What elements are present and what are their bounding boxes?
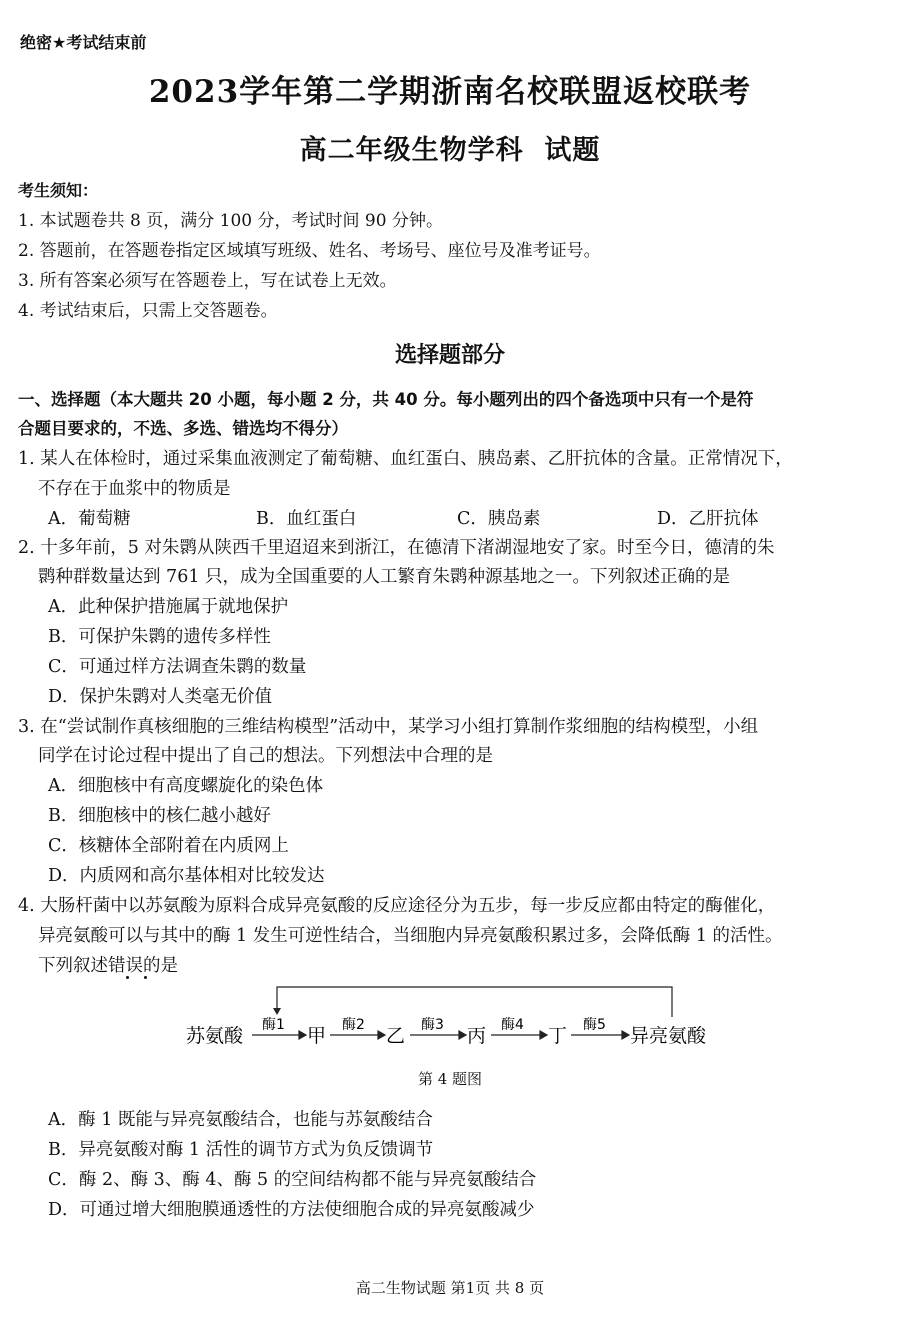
note-item: 4. 考试结束后，只需上交答题卷。 (18, 301, 278, 321)
question-4-option-c: C．酶 2、酶 3、酶 4、酶 5 的空间结构都不能与异亮氨酸结合 (48, 1170, 537, 1190)
question-4-stem-cont: 异亮氨酸可以与其中的酶 1 发生可逆性结合，当细胞内异亮氨酸积累过多，会降低酶 1 的活性。 (38, 926, 783, 946)
part-one-heading: 一、选择题（本大题共 20 小题，每小题 2 分，共 40 分。每小题列出的四个备选项中只有一个是符 (18, 390, 754, 409)
note-item: 2. 答题前，在答题卷指定区域填写班级、姓名、考场号、座位号及准考证号。 (18, 241, 601, 261)
section-title: 选择题部分 (394, 342, 505, 368)
question-3-option-c: C．核糖体全部附着在内质网上 (48, 836, 289, 856)
pathway-diagram (180, 982, 740, 1062)
arrowhead-3 (459, 1031, 466, 1039)
arrowhead-4 (540, 1031, 547, 1039)
question-3-stem: 3. 在“尝试制作真核细胞的三维结构模型”活动中，某学习小组打算制作浆细胞的结构模型，小组 (18, 717, 759, 737)
question-1-option-d: D．乙肝抗体 (657, 509, 759, 529)
question-4-stem-cont2: 下列叙述错误的是 (38, 956, 178, 976)
question-3-option-d: D．内质网和高尔基体相对比较发达 (48, 866, 325, 886)
question-1-stem: 1. 某人在体检时，通过采集血液测定了葡萄糖、血红蛋白、胰岛素、乙肝抗体的含量。正常情况下， (18, 449, 793, 469)
question-1-option-a: A．葡萄糖 (48, 509, 131, 529)
arrowhead-2 (378, 1031, 385, 1039)
page-footer: 高二生物试题 第1页 共 8 页 (355, 1279, 545, 1297)
question-2-option-c: C．可通过样方法调查朱鹮的数量 (48, 657, 307, 677)
figure-caption: 第 4 题图 (417, 1070, 483, 1088)
node-threonine: 苏氨酸 (186, 1025, 244, 1047)
note-item: 1. 本试题卷共 8 页，满分 100 分，考试时间 90 分钟。 (18, 211, 443, 231)
node-jia: 甲 (307, 1025, 327, 1047)
enzyme-1-label: 酶1 (262, 1017, 285, 1033)
enzyme-4-label: 酶4 (501, 1017, 524, 1033)
feedback-line (277, 987, 672, 1017)
exam-subtitle: 高二年级生物学科 试题 (299, 135, 601, 166)
notes-heading: 考生须知： (18, 181, 99, 200)
question-3-option-b: B．细胞核中的核仁越小越好 (48, 806, 271, 826)
question-4-option-a: A．酶 1 既能与异亮氨酸结合，也能与苏氨酸结合 (48, 1110, 433, 1130)
question-1-stem-cont: 不存在于血浆中的物质是 (38, 479, 231, 499)
question-2-stem: 2. 十多年前，5 对朱鹮从陕西千里迢迢来到浙江，在德清下渚湖湿地安了家。时至今日，德清的朱 (18, 538, 775, 558)
node-ding: 丁 (548, 1025, 568, 1047)
node-yi: 乙 (386, 1025, 406, 1047)
node-bing: 丙 (467, 1025, 487, 1047)
question-1-option-b: B．血红蛋白 (256, 509, 357, 529)
question-4-stem: 4. 大肠杆菌中以苏氨酸为原料合成异亮氨酸的反应途径分为五步，每一步反应都由特定的酶催化， (18, 896, 776, 916)
exam-title: 2023学年第二学期浙南名校联盟返校联考 (148, 74, 752, 110)
question-4-option-d: D．可通过增大细胞膜通透性的方法使细胞合成的异亮氨酸减少 (48, 1200, 535, 1220)
question-2-option-d: D．保护朱鹮对人类毫无价值 (48, 687, 273, 707)
question-2-option-a: A．此种保护措施属于就地保护 (48, 597, 289, 617)
question-4-option-b: B．异亮氨酸对酶 1 活性的调节方式为负反馈调节 (48, 1140, 434, 1160)
question-2-stem-cont: 鹮种群数量达到 761 只，成为全国重要的人工繁育朱鹮种源基地之一。下列叙述正确的是 (38, 567, 731, 587)
question-3-option-a: A．细胞核中有高度螺旋化的染色体 (48, 776, 324, 796)
question-1-option-c: C．胰岛素 (457, 509, 541, 529)
arrowhead-5 (622, 1031, 629, 1039)
question-3-stem-cont: 同学在讨论过程中提出了自己的想法。下列想法中合理的是 (38, 746, 493, 766)
enzyme-5-label: 酶5 (583, 1017, 606, 1033)
secret-mark: 绝密★考试结束前 (20, 33, 147, 52)
emphasis-dot (126, 976, 129, 979)
feedback-arrowhead (273, 1008, 281, 1015)
arrowhead-1 (299, 1031, 306, 1039)
node-isoleucine: 异亮氨酸 (630, 1025, 707, 1047)
enzyme-2-label: 酶2 (342, 1017, 365, 1033)
note-item: 3. 所有答案必须写在答题卷上，写在试卷上无效。 (18, 271, 397, 291)
part-one-heading-cont: 合题目要求的，不选、多选、错选均不得分） (18, 419, 348, 438)
emphasis-dot (144, 976, 147, 979)
enzyme-3-label: 酶3 (421, 1017, 444, 1033)
question-2-option-b: B．可保护朱鹮的遗传多样性 (48, 627, 271, 647)
